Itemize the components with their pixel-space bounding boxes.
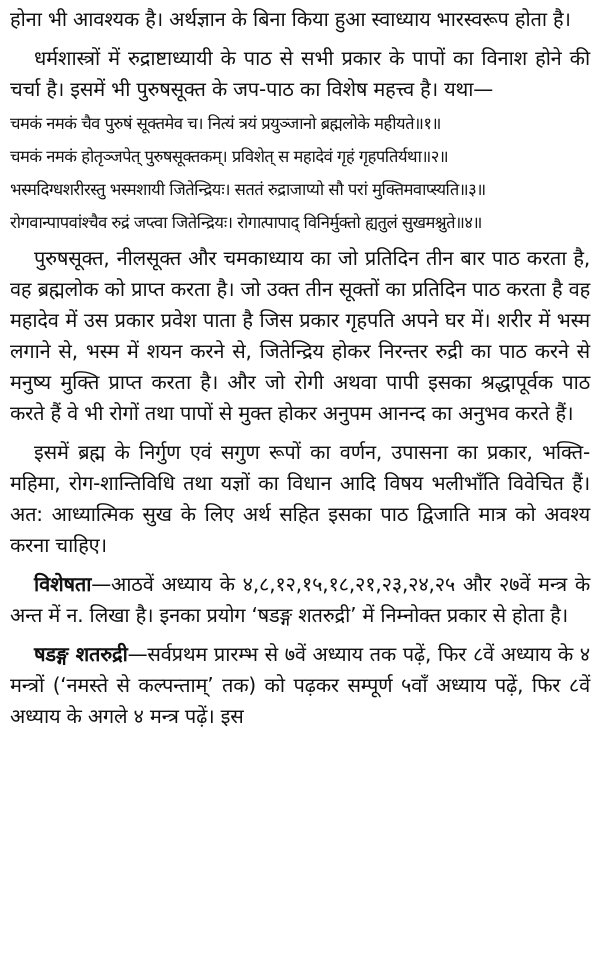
paragraph-brahma-nirguna: इसमें ब्रह्म के निर्गुण एवं सगुण रूपों का वर्णन, उपासना का प्रकार, भक्ति-महिमा, रोग-शान्तिविधि तथा यज्ञों का विधान आदि विषय भलीभाँति विवेचित हैं। अत: आध्यात्मिक सुख के लिए अर्थ सहित इसका पाठ द्विजाति मात्र को अवश्य करना चाहिए। [10, 440, 590, 557]
paragraph-shadanga [10, 639, 590, 732]
verse-line-2: चमकं नमकं होतृञ्जपेत् पुरुषसूक्तकम्। प्रविशेत् स महादेवं गृहं गृहपतिर्यथा॥२॥ [10, 147, 449, 166]
verse-line-1: चमकं नमकं चैव पुरुषं सूक्तमेव च। नित्यं त्रयं प्रयुञ्जानो ब्रह्मलोके महीयते॥१॥ [10, 114, 441, 133]
visheshata-heading: विशेषता [34, 572, 92, 596]
paragraph-dharmashastra: धर्मशास्त्रों में रुद्राष्टाध्यायी के पाठ से सभी प्रकार के पापों का विनाश होने की चर्चा है। इसमें भी पुरुषसूक्त के जप-पाठ का विशेष महत्त्व है। यथा— [10, 46, 590, 101]
shadanga-text: —सर्वप्रथम प्रारम्भ से ७वें अध्याय तक पढ़ें, फिर ८वें अध्याय के ४ मन्त्रों (‘नमस्ते से कल्पन्ताम्’ तक) को पढ़कर सम्पूर्ण ५वाँ अध्याय पढ़ें, फिर ८वें अध्याय के अगले ४ मन्त्र पढ़ें। इस [10, 642, 591, 728]
verse-line-3: भस्मदिग्धशरीरस्तु भस्मशायी जितेन्द्रियः। सततं रुद्राजाप्यो सौ परां मुक्तिमवाप्स्यति॥३॥ [10, 180, 486, 199]
paragraph-visheshata [10, 569, 590, 631]
paragraph-continuation: होना भी आवश्यक है। अर्थज्ञान के बिना किया हुआ स्वाध्याय भारस्वरूप होता है। [10, 7, 571, 31]
verse-line-4: रोगवान्पापवांश्चैव रुद्रं जप्त्वा जितेन्द्रियः। रोगात्पापाद् विनिर्मुक्तो ह्यतुलं सुखमश्नुते॥४॥ [10, 213, 482, 232]
visheshata-text: —आठवें अध्याय के ४,८,१२,१५,१८,२१,२३,२४,२५ और २७वें मन्त्र के अन्त में न. लिखा है। इनका प्रयोग ‘षडङ्ग शतरुद्री’ में निम्नोक्त प्रकार से होता है। [10, 572, 590, 627]
paragraph-purushasukta: पुरुषसूक्त, नीलसूक्त और चमकाध्याय का जो प्रतिदिन तीन बार पाठ करता है, वह ब्रह्मलोक को प्राप्त करता है। जो उक्त तीन सूक्तों का प्रतिदिन पाठ करता है वह महादेव में उस प्रकार प्रवेश पाता है जिस प्रकार गृहपति अपने घर में। शरीर में भस्म लगाने से, भस्म में शयन करने से, जितेन्द्रिय होकर निरन्तर रुद्री का पाठ करने से मनुष्य मुक्ति प्राप्त करता है। और जो रोगी अथवा पापी इसका श्रद्धापूर्वक पाठ करते हैं वे भी रोगों तथा पापों से मुक्त होकर अनुपम आनन्द का अनुभव करते हैं। [10, 246, 590, 425]
shadanga-heading: षडङ्ग शतरुद्री [34, 642, 128, 666]
verse-block [10, 107, 590, 239]
